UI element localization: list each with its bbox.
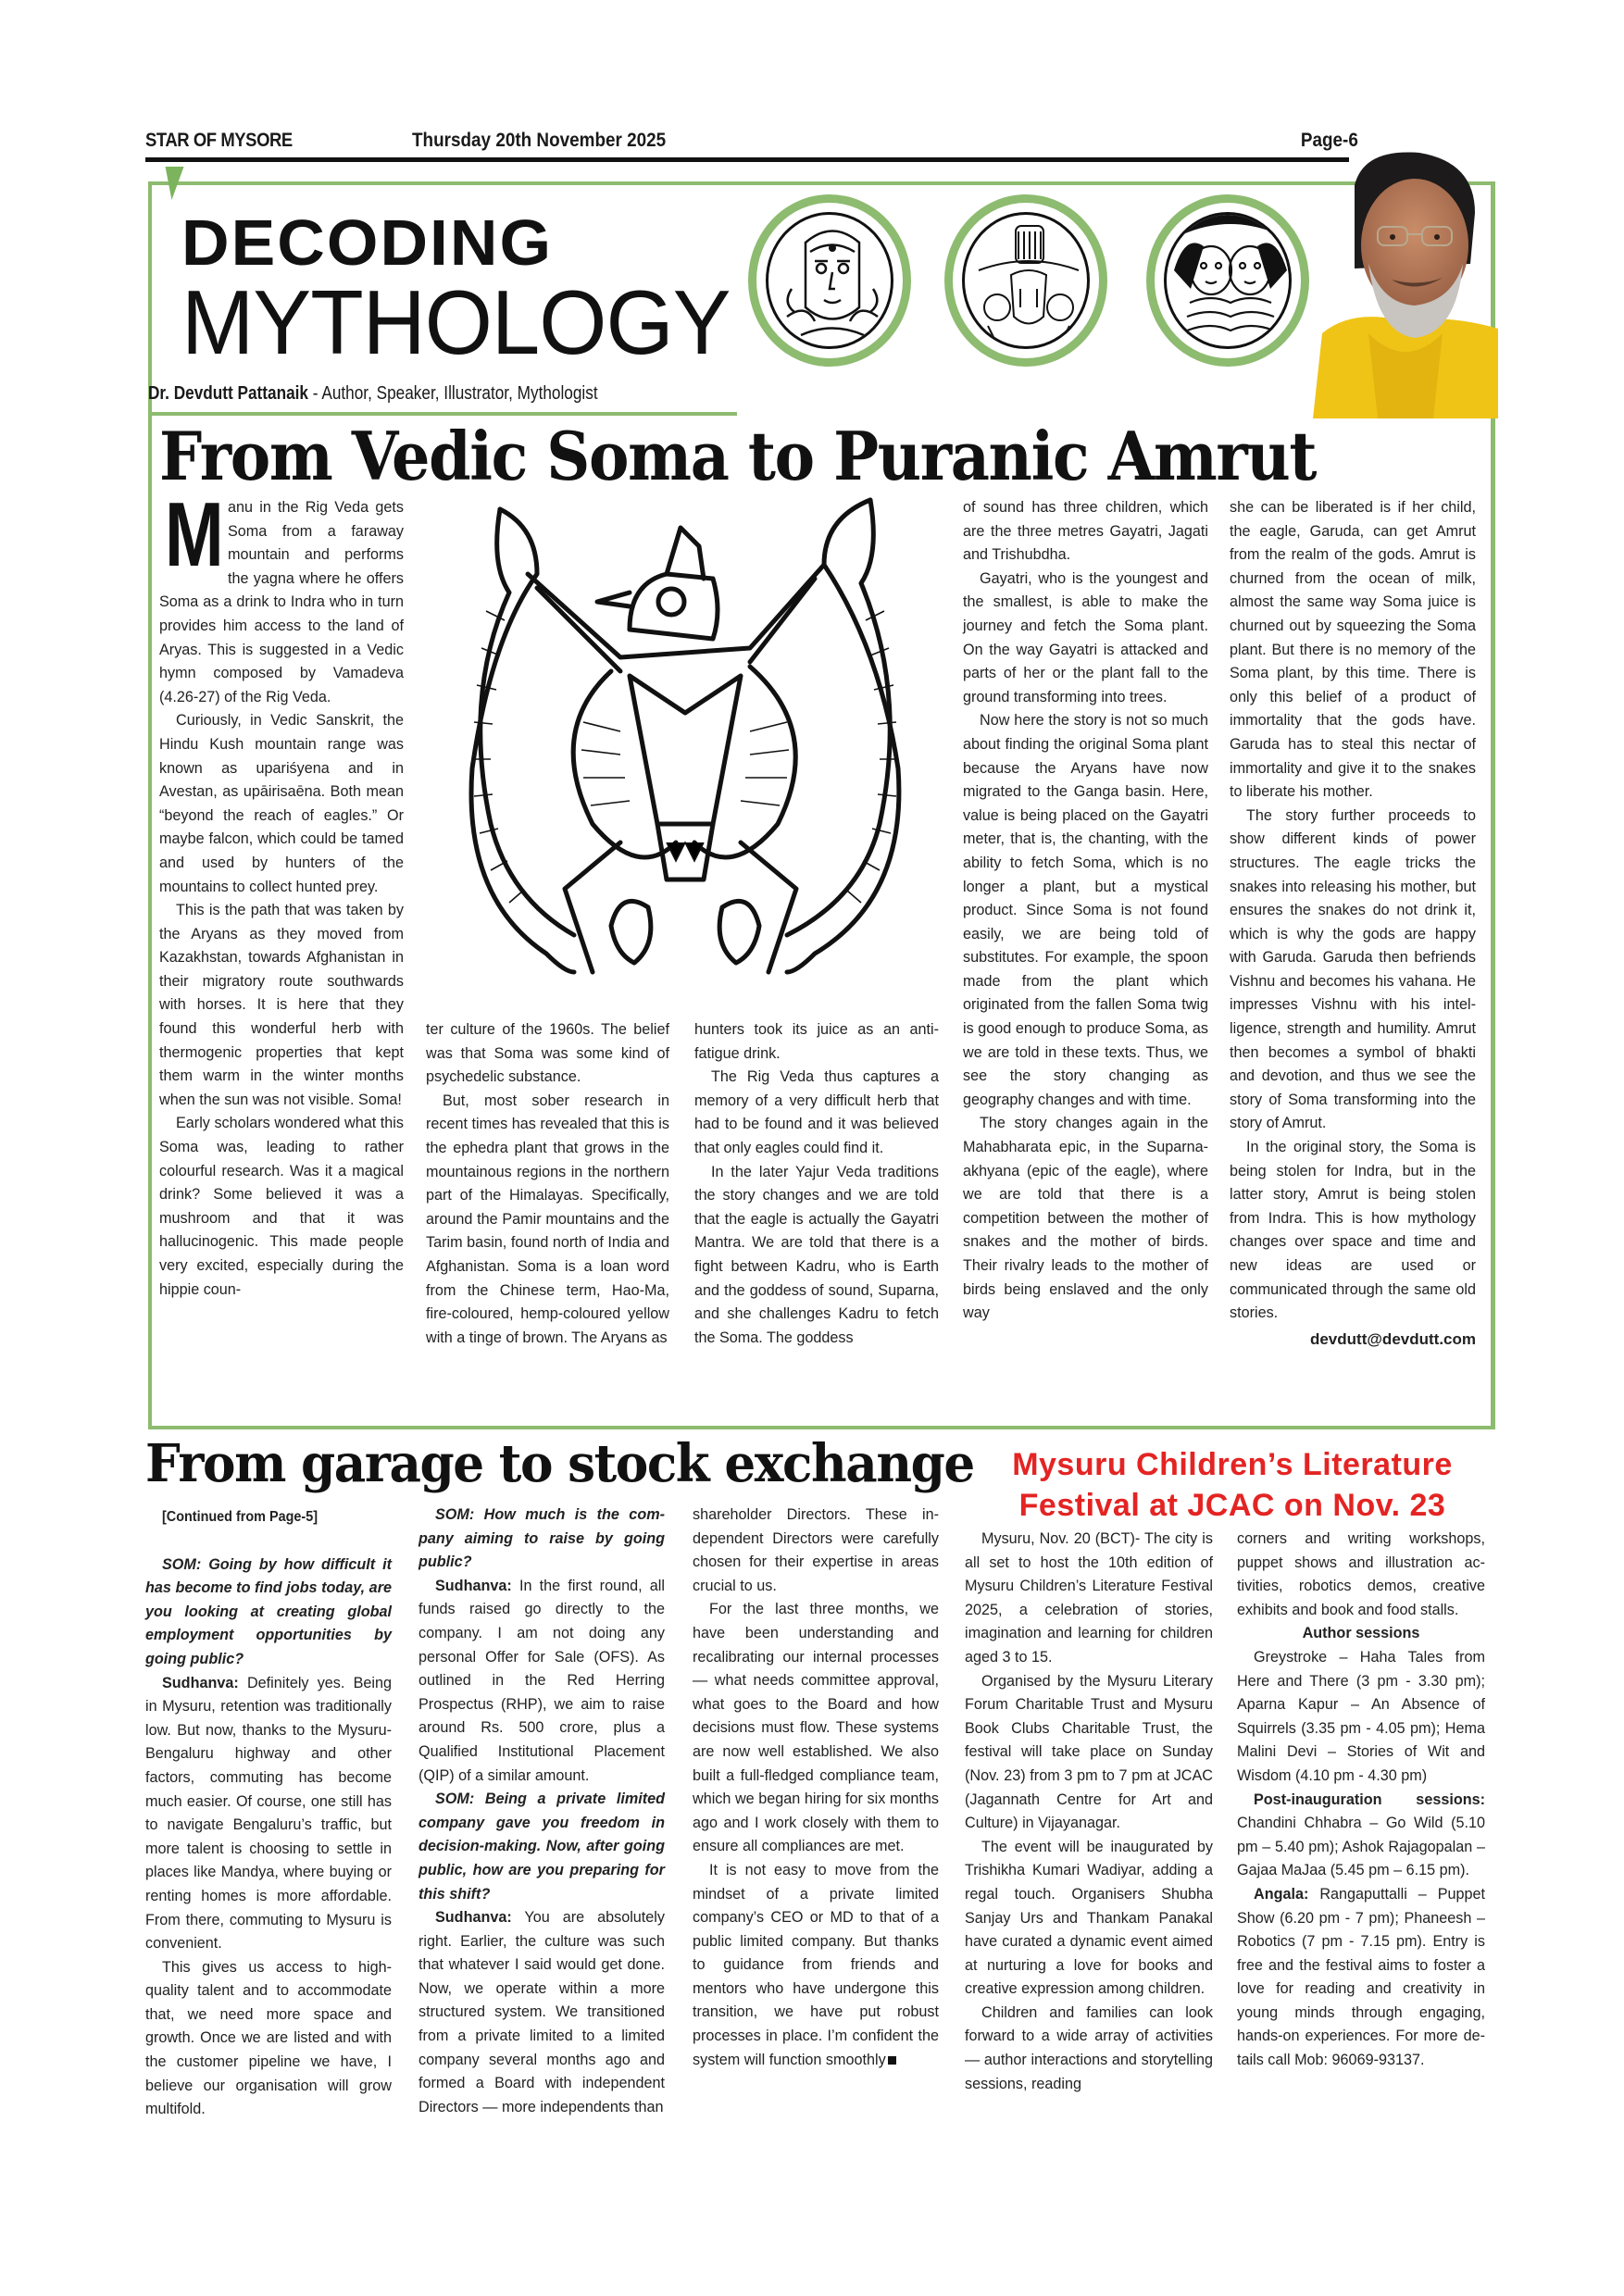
page-number: Page-6 (1301, 130, 1358, 151)
article3-column-2 (1237, 1528, 1485, 2073)
paragraph: Early scholars wondered what this Soma was, leading to rather colourful research. Was it a magical drink? Some believed it was a mushroom and that it was hallucinogenic. This made people very excited, especially during the hippie coun- (159, 1115, 404, 1298)
issue-date: Thursday 20th November 2025 (412, 130, 667, 151)
author-portrait (1313, 148, 1498, 418)
answer-text: Definitely yes. Being in Mysuru, retention was traditionally low. But now, thanks to the Mysuru-Bengaluru highway and other factors, commuting has become much easier. Of course, one still has to navigate Bengaluru’s traffic, but more talent is choosing to settle in places like Mandya, where buying or renting homes is more affordable. From there, commuting to Mysuru is convenient. (145, 1674, 392, 1953)
elephant-rider-icon (965, 215, 1090, 349)
elephant-rider-medallion (944, 194, 1107, 367)
article1-column-1 (159, 483, 404, 1302)
paragraph: she can be liberated is if her child, the eagle, Garuda, can get Amrut from the realm of the gods. Amrut is churned from the ocean of milk, almost the same way Soma juice is churned out by squeezing the Soma plant. But there is no memory of the Soma plant, by this time. There is only this belief of a product of immortality that the gods have. Garuda has to steal this nectar of immortality and give it to the snakes to liberate his mother. (1230, 499, 1476, 801)
article2-headline: From garage to stock exchange (145, 1433, 974, 1494)
speaker-label: Sudhanva: (435, 1909, 512, 1927)
article1-column-4 (963, 496, 1208, 1326)
masthead-rule (145, 157, 1349, 162)
garuda-with-snakes-illustration (435, 491, 935, 1009)
speaker-label: Angala: (1254, 1885, 1309, 1903)
answer-text: In the first round, all funds raised go directly to the company. I am not doing any personal Offer for Sale (OFS). As outlined in the Red Herring Prospectus (RHP), we aim to raise around Rs. 500 crore, plus a Qualified Institutional Placement (QIP) of a similar amount. (418, 1577, 665, 1784)
end-mark-icon (888, 2056, 896, 2065)
paragraph: Children and families can look forward to a wide array of activities — author interactions and storytelling sessions, reading (965, 2003, 1213, 2092)
newspaper-name: STAR OF MYSORE (145, 130, 293, 151)
article1-column-5 (1230, 496, 1476, 1351)
masthead (145, 126, 1358, 159)
drop-cap: M (165, 483, 224, 585)
interview-answer (145, 1672, 392, 1956)
author-byline (148, 383, 598, 405)
interview-question: SOM: Being a private limited company gave you freedom in decision-making. Now, after going public, how are you preparing for this shift? (418, 1791, 665, 1903)
article1-column-2 (426, 1018, 669, 1350)
goddess-face-icon (768, 215, 893, 349)
paragraph: Gayatri, who is the youngest and the smallest, is able to make the journey and fetch the Soma plant. On the way Gayatri is attacked and parts of her or the plant fall to the ground transforming into trees. (963, 569, 1208, 705)
author-roles: - Author, Speaker, Illustrator, Mythologist (308, 383, 598, 404)
paragraph: The event will be inaugurated by Trishikha Kumari Wadiyar, adding a regal touch. Organisers Shubha Sanjay Urs and Thankam Panakal have curated a dynamic event aimed at nurturing a love for books and creative expression among children. (965, 1838, 1213, 1998)
paragraph: Greystroke – Haha Tales from Here and There (3 pm - 3.30 pm); Aparna Kapur – An Absence of Squirrels (3.35 pm - 4.05 pm); Hema Malini Devi – Stories of Wit and Wisdom (4.10 pm - 4.30 pm) (1237, 1648, 1485, 1784)
article1-column-3 (694, 1018, 939, 1350)
paragraph: shareholder Directors. These independent Directors were carefully chosen for their expertise in areas crucial to us. (693, 1506, 939, 1594)
paragraph: anu in the Rig Veda gets Soma from a faraway mountain and performs the yagna where he offers Soma as a drink to Indra who in turn provides him access to the land of Aryas. This is suggested in a Vedic hymn composed by Vamadeva (4.26-27) of the Rig Veda. (159, 499, 404, 705)
twin-faces-medallion (1146, 194, 1309, 367)
paragraph (1237, 1789, 1485, 1883)
column-title-decoding: DECODING (181, 206, 554, 279)
paragraph: But, most sober research in recent times has revealed that this is the ephedra plant that grows in the mountainous regions in the northern part of the Himalayas. Specifically, around the Pamir mountains and the Tarim basin, found north of India and Afghanistan. Soma is a loan word from the Chinese term, Hao-Ma, fire-coloured, hemp-coloured yellow with a tinge of brown. The Aryans as (426, 1092, 669, 1346)
speaker-label: Post-inauguration sessions: (1254, 1791, 1485, 1808)
interview-answer (418, 1906, 665, 2119)
paragraph: The story further proceeds to show different kinds of power structures. The eagle tricks the snakes into releasing his mother, but ensures the snakes do not drink it, which is why the gods are happy with Garuda. Garuda then befriends Vishnu and becomes his vahana. He impresses Vishnu with his intelligence, strength and humility. Amrut then becomes a symbol of bhakti and devotion, and thus we see the story of Soma transforming into the story of Amrut. (1230, 806, 1476, 1132)
paragraph-text: Chandini Chhabra – Go Wild (5.10 pm – 5.40 pm); Ashok Rajagopalan – Gajaa MaJaa (5.45 pm – 6.15 pm). (1237, 1815, 1485, 1879)
continued-label: [Continued from Page-5] (162, 1509, 319, 1525)
garuda-icon (435, 491, 935, 1009)
paragraph: Curiously, in Vedic Sanskrit, the Hindu Kush mountain range was known as upariśyena and in Avestan, as upāirisaēna. Both mean “beyond the reach of eagles.” Or maybe falcon, which could be tamed and used by hunters of the mountains to collect hunted prey. (159, 712, 404, 895)
paragraph: This is the path that was taken by the Aryans as they moved from Kazakhstan, towards Afghanistan in their migratory route southwards with horses. It is here that they found this wonderful herb with thermogenic properties that kept them warm in the winter months when the sun was not visible. Soma! (159, 902, 404, 1108)
paragraph: of sound has three children, which are the three metres Gayatri, Jagati and Trishubdha. (963, 499, 1208, 564)
interview-answer (418, 1575, 665, 1788)
article3-headline: Mysuru Children’s Literature Festival at JCAC on Nov. 23 (1012, 1447, 1453, 1523)
speaker-label: Sudhanva: (162, 1674, 239, 1691)
paragraph: For the last three months, we have been understanding and recalibrating our internal processes — what needs committee approval, what goes to the Board and how decisions must flow. These systems are now well established. We also built a full-fledged compliance team, which we began hiring for six months ago and I work closely with them to ensure all compliances are met. (693, 1601, 939, 1855)
paragraph: This gives us access to high-quality talent and to accommodate that, we need more space and growth. Once we are listed and with the customer pipeline we have, I believe our organisation will grow multifold. (145, 1958, 392, 2118)
paragraph: Organised by the Mysuru Literary Forum Charitable Trust and Mysuru Book Clubs Charitable Trust, the festival will take place on Sunday (Nov. 23) from 3 pm to 7 pm at JCAC (Jagannath Centre for Art and Culture) in Vijayanagar. (965, 1672, 1213, 1832)
paragraph: Now here the story is not so much about finding the original Soma plant because the Aryans have now migrated to the Ganga basin. Here, value is being placed on the Gayatri meter, that is, the chanting, with the ability to fetch Soma, which is no longer a plant, but a mystical product. Since Soma is not found easily, we are being told of substitutes. For example, the spoon made from the plant which originated from the fallen Soma twig is good enough to produce Soma, as we are told in these texts. Thus, we see the story changing as geography changes and with time. (963, 712, 1208, 1108)
column-title-mythology: MYTHOLOGY (181, 271, 731, 373)
author-email-link[interactable]: devdutt@devdutt.com (1309, 1329, 1476, 1348)
article3-column-1 (965, 1528, 1213, 2096)
paragraph-text: It is not easy to move from the mindset of a private limited company’s CEO or MD to that of a public limited company. But thanks to guidance from friends and mentors who have undergone this transition, we have put robust processes in place. I’m confident the system will function smoothly (693, 1861, 939, 2068)
paragraph: In the original story, the Soma is being stolen for Indra, but in the latter story, Amrut is being stolen from Indra. This is how mythology changes over space and time and new ideas are used or communicated through the same old stories. (1230, 1139, 1476, 1322)
paragraph (1237, 1883, 1485, 2073)
paragraph: In the later Yajur Veda traditions the story changes and we are told that the eagle is actually the Gayatri Mantra. We are told that there is a fight between Kadru, who is Earth and the goddess of sound, Suparna, and she challenges Kadru to fetch the Soma. The goddess (694, 1163, 939, 1346)
paragraph-text: Rangaputtalli – Puppet Show (6.20 pm - 7 pm); Phaneesh – Robotics (7 pm - 7.15 pm). Entry is free and the festival aims to foster a love for reading and creativity in young minds through engaging, hands-on experiences. For more details call Mob: 96069-93137. (1237, 1885, 1485, 2069)
section-heading: Author sessions (1302, 1625, 1420, 1642)
paragraph: hunters took its juice as an anti-fatigue drink. (694, 1021, 939, 1062)
answer-text: You are absolutely right. Earlier, the culture was such that whatever I said would get done. Now, we operate within a more structured system. We transitioned from a private limited to a limited company several months ago and formed a Board with independent Directors — more independents than (418, 1909, 665, 2115)
paragraph: The Rig Veda thus captures a memory of a very difficult herb that had to be found and it was believed that only eagles could find it. (694, 1068, 939, 1156)
paragraph: corners and writing workshops, puppet shows and illustration activities, robotics demos, creative exhibits and book and food stalls. (1237, 1530, 1485, 1618)
article2-column-3 (693, 1504, 939, 2072)
speaker-label: Sudhanva: (435, 1577, 512, 1594)
interview-question: SOM: Going by how difficult it has become to find jobs today, are you looking at creating global employment opportunities by going public? (145, 1555, 392, 1667)
paragraph: ter culture of the 1960s. The belief was that Soma was some kind of psychedelic substance. (426, 1021, 669, 1086)
goddess-face-medallion (748, 194, 911, 367)
paragraph (693, 1859, 939, 2072)
paragraph: The story changes again in the Mahabharata epic, in the Suparna-akhyana (epic of the eagle), where we are told that there is a competition between the mother of snakes and the mother of birds. Their rivalry leads to the mother of birds being enslaved and the only way (963, 1115, 1208, 1322)
article-headline: From Vedic Soma to Puranic Amrut (159, 417, 1317, 495)
twin-faces-icon (1167, 215, 1292, 349)
paragraph: Mysuru, Nov. 20 (BCT)- The city is all set to host the 10th edition of Mysuru Children’s Literature Festival 2025, a celebration of stories, imagination and learning for children aged 3 to 15. (965, 1530, 1213, 1666)
author-name: Dr. Devdutt Pattanaik (148, 383, 309, 404)
interview-question: SOM: How much is the company aiming to raise by going public? (418, 1506, 665, 1571)
article2-column-2 (418, 1504, 665, 2119)
byline-rule (148, 412, 737, 416)
article2-column-1 (145, 1505, 392, 2122)
